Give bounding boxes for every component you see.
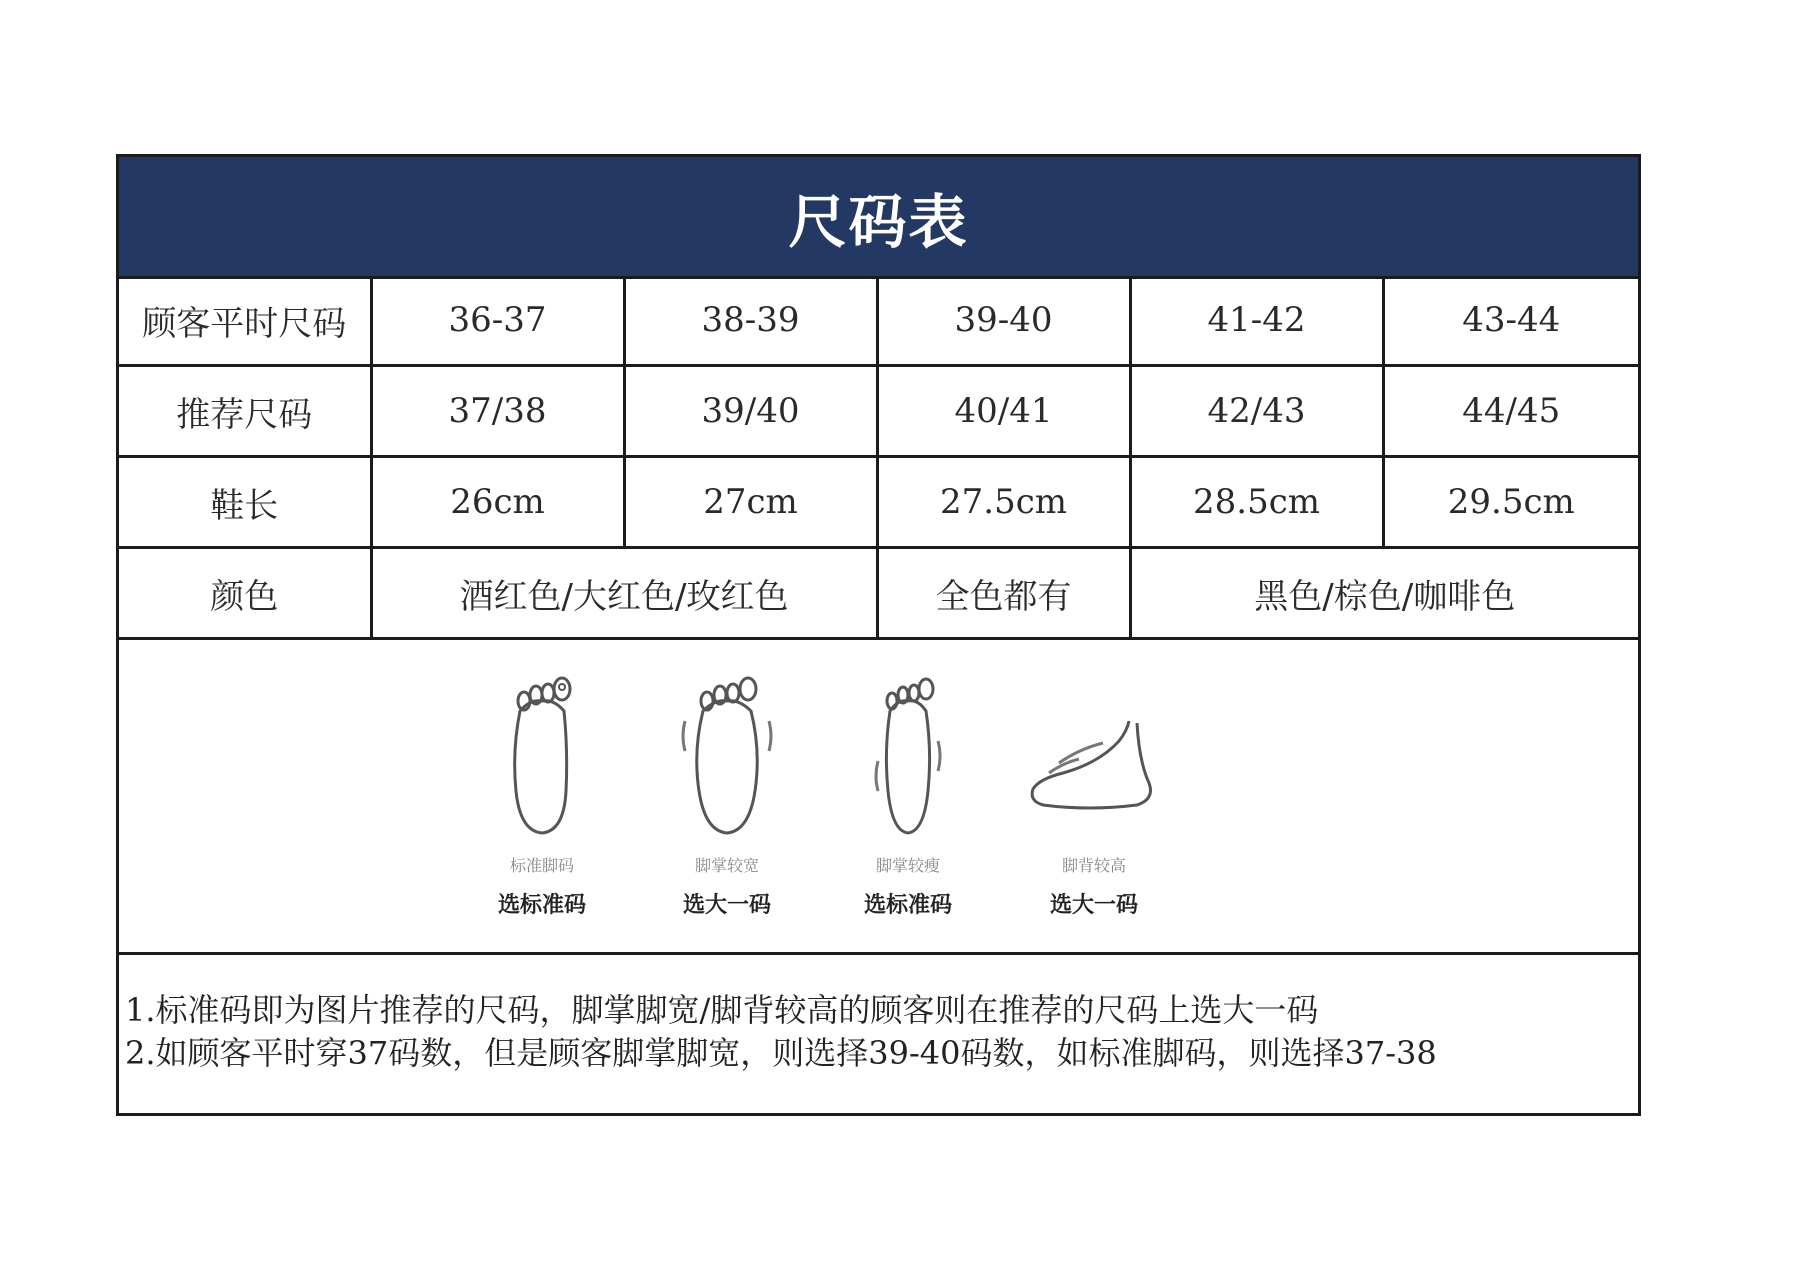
row-label-shoe-length: 鞋长 [119, 457, 371, 548]
size-notes [125, 989, 1628, 1075]
table-row [119, 457, 1638, 548]
color-group-cell: 黑色/棕色/咖啡色 [1130, 548, 1638, 639]
foot-guide-item [833, 671, 983, 919]
high-instep-foot-icon [1019, 671, 1169, 841]
wide-foot-icon [677, 671, 777, 841]
row-label-recommended-size: 推荐尺码 [119, 366, 371, 457]
foot-guide-item [1019, 671, 1169, 919]
table-cell: 42/43 [1130, 366, 1383, 457]
foot-guide-item [467, 671, 617, 919]
table-cell: 43-44 [1383, 276, 1638, 366]
foot-advice-label: 选大一码 [682, 893, 771, 918]
foot-type-label: 脚背较高 [1061, 856, 1126, 875]
table-cell: 36-37 [371, 276, 624, 366]
table-row [119, 366, 1638, 457]
table-cell: 39-40 [877, 276, 1130, 366]
table-row [119, 276, 1638, 366]
color-group-cell: 全色都有 [877, 548, 1130, 639]
size-table [119, 276, 1638, 640]
foot-type-label: 标准脚码 [509, 856, 574, 875]
table-row [119, 548, 1638, 639]
table-cell: 29.5cm [1383, 457, 1638, 548]
foot-guide-item [652, 671, 802, 919]
foot-type-label: 脚掌较宽 [694, 856, 759, 875]
row-label-color: 颜色 [119, 548, 371, 639]
table-cell: 40/41 [877, 366, 1130, 457]
foot-type-label: 脚掌较瘦 [875, 856, 940, 875]
foot-advice-label: 选标准码 [863, 893, 952, 918]
table-cell: 37/38 [371, 366, 624, 457]
table-cell: 39/40 [624, 366, 877, 457]
table-cell: 26cm [371, 457, 624, 548]
foot-advice-label: 选大一码 [1049, 893, 1138, 918]
standard-foot-icon [492, 671, 592, 841]
table-cell: 44/45 [1383, 366, 1638, 457]
color-group-cell: 酒红色/大红色/玫红色 [371, 548, 877, 639]
foot-type-guide [119, 651, 1638, 955]
table-cell: 28.5cm [1130, 457, 1383, 548]
foot-advice-label: 选标准码 [497, 893, 586, 918]
row-label-usual-size: 顾客平时尺码 [119, 276, 371, 366]
chart-title: 尺码表 [119, 157, 1638, 279]
narrow-foot-icon [858, 671, 958, 841]
table-cell: 41-42 [1130, 276, 1383, 366]
size-chart [116, 154, 1641, 1116]
note-line: 1.标准码即为图片推荐的尺码，脚掌脚宽/脚背较高的顾客则在推荐的尺码上选大一码 [125, 991, 1319, 1029]
note-line: 2.如顾客平时穿37码数，但是顾客脚掌脚宽，则选择39-40码数，如标准脚码，则选择37-38 [125, 1034, 1437, 1072]
table-cell: 38-39 [624, 276, 877, 366]
table-cell: 27.5cm [877, 457, 1130, 548]
table-cell: 27cm [624, 457, 877, 548]
